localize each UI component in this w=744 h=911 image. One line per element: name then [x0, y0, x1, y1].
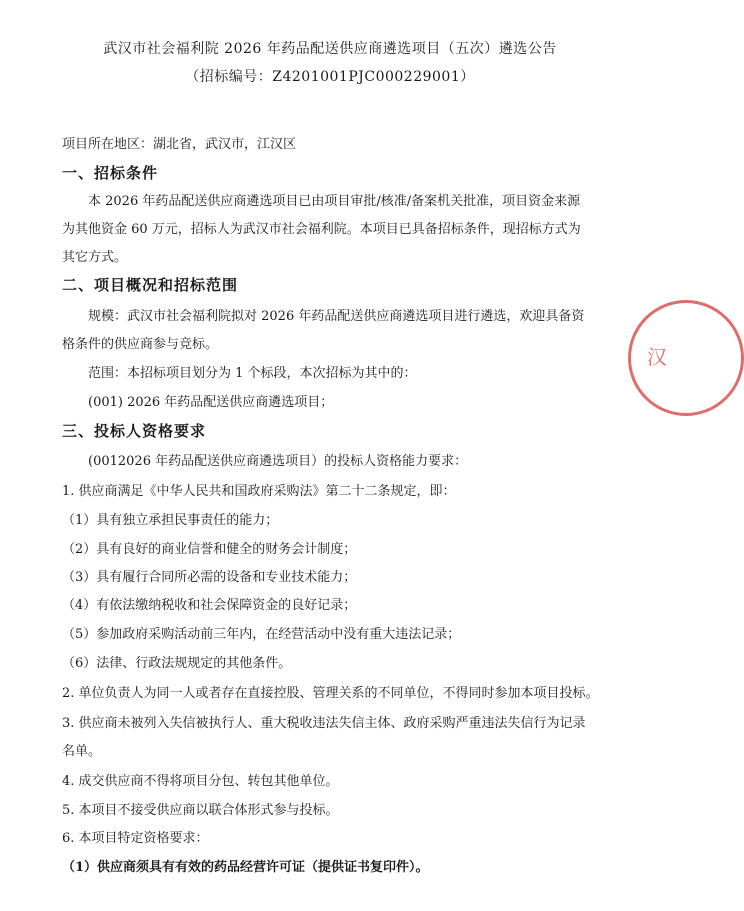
list-item: 2. 单位负责人为同一人或者存在直接控股、管理关系的不同单位，不得同时参加本项目投标。: [62, 686, 599, 701]
project-location: 项目所在地区：湖北省，武汉市，江汉区: [62, 137, 297, 152]
list-item-continued: 名单。: [62, 744, 102, 759]
paragraph-line: 为其他资金 60 万元，招标人为武汉市社会福利院。本项目已具备招标条件，现招标方式为: [62, 222, 581, 237]
paragraph-line: 格条件的供应商参与竞标。: [62, 337, 219, 352]
paragraph-line: (0012026 年药品配送供应商遴选项目）的投标人资格能力要求：: [88, 454, 468, 469]
list-item: 1. 供应商满足《中华人民共和国政府采购法》第二十二条规定，即：: [62, 484, 456, 499]
document-title: 武汉市社会福利院 2026 年药品配送供应商遴选项目（五次）遴选公告: [103, 41, 557, 57]
list-item: （1）供应商须具有有效的药品经营许可证（提供证书复印件）。: [62, 860, 429, 875]
section-heading-1: 一、招标条件: [62, 164, 159, 182]
seal-char: 汉: [647, 345, 667, 369]
section-heading-2: 二、项目概况和招标范围: [62, 276, 239, 294]
paragraph-line: (001) 2026 年药品配送供应商遴选项目；: [88, 395, 334, 410]
sub-list-item: （4）有依法缴纳税收和社会保障资金的良好记录；: [62, 598, 357, 613]
sub-list-item: （5）参加政府采购活动前三年内，在经营活动中没有重大违法记录；: [62, 627, 461, 642]
list-item: 6. 本项目特定资格要求：: [62, 831, 209, 846]
section-heading-3: 三、投标人资格要求: [62, 422, 207, 440]
paragraph-line: 本 2026 年药品配送供应商遴选项目已由项目审批/核准/备案机关批准，项目资金来源: [88, 194, 581, 209]
tender-code: （招标编号：Z4201001PJC000229001）: [185, 69, 475, 85]
sub-list-item: （1）具有独立承担民事责任的能力；: [62, 513, 279, 528]
list-item: 4. 成交供应商不得将项目分包、转包其他单位。: [62, 774, 339, 789]
red-seal-stamp: [628, 300, 744, 416]
paragraph-line: 规模：武汉市社会福利院拟对 2026 年药品配送供应商遴选项目进行遴选，欢迎具备资: [88, 309, 585, 324]
list-item: 3. 供应商未被列入失信被执行人、重大税收违法失信主体、政府采购严重违法失信行为记录: [62, 716, 586, 731]
sub-list-item: （2）具有良好的商业信誉和健全的财务会计制度；: [62, 542, 357, 557]
list-item: 5. 本项目不接受供应商以联合体形式参与投标。: [62, 803, 339, 818]
paragraph-line: 其它方式。: [62, 250, 128, 265]
paragraph-line: 范围：本招标项目划分为 1 个标段，本次招标为其中的：: [88, 366, 417, 381]
sub-list-item: （3）具有履行合同所必需的设备和专业技术能力；: [62, 570, 357, 585]
sub-list-item: （6）法律、行政法规规定的其他条件。: [62, 656, 292, 671]
